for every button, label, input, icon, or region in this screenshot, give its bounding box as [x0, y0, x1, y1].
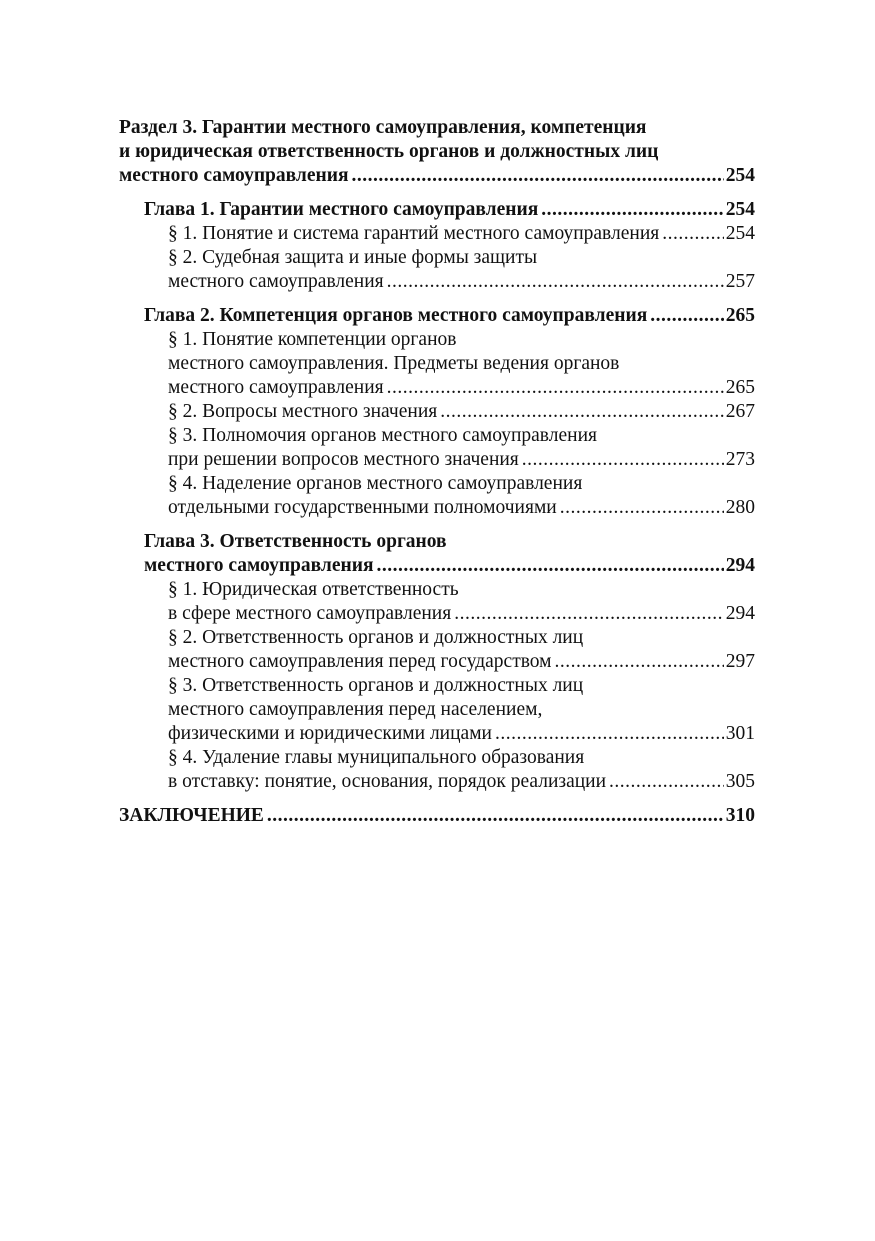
toc-line — [119, 770, 755, 794]
toc-entry-chapter-2-para-3[interactable] — [119, 424, 755, 472]
toc-line — [119, 722, 755, 746]
toc-page-number: 267 — [725, 401, 755, 422]
dot-leader — [541, 198, 723, 222]
toc-entry-text: местного самоуправления перед населением, — [168, 699, 543, 720]
dot-leader — [454, 602, 724, 626]
toc-line — [119, 746, 755, 770]
toc-entry-text: местного самоуправления перед государством — [168, 651, 552, 672]
toc-entry-chapter-2-para-1[interactable] — [119, 328, 755, 400]
dot-leader — [560, 496, 724, 520]
dot-leader — [387, 270, 724, 294]
toc-page-number: 280 — [725, 497, 755, 518]
toc-page-number: 294 — [725, 603, 755, 624]
table-of-contents — [119, 116, 755, 828]
toc-entry-chapter-3-para-4[interactable] — [119, 746, 755, 794]
dot-leader — [522, 448, 724, 472]
toc-entry-chapter-1-para-1[interactable] — [119, 222, 755, 246]
toc-entry-chapter-2[interactable] — [119, 304, 755, 328]
toc-line — [119, 352, 755, 376]
toc-entry-chapter-2-para-2[interactable] — [119, 400, 755, 424]
toc-entry-text: местного самоуправления — [168, 271, 384, 292]
toc-entry-text: § 1. Понятие компетенции органов — [168, 329, 457, 350]
toc-entry-text: § 4. Наделение органов местного самоуправления — [168, 473, 583, 494]
toc-entry-text: при решении вопросов местного значения — [168, 449, 519, 470]
dot-leader — [440, 400, 724, 424]
toc-page-number: 297 — [725, 651, 755, 672]
toc-entry-text: § 2. Вопросы местного значения — [168, 401, 438, 422]
toc-entry-text: § 1. Юридическая ответственность — [168, 579, 459, 600]
toc-entry-text: § 3. Полномочия органов местного самоуправления — [168, 425, 597, 446]
toc-entry-text: § 4. Удаление главы муниципального образования — [168, 747, 585, 768]
toc-line — [119, 448, 755, 472]
toc-page-number: 305 — [725, 771, 755, 792]
toc-line — [119, 674, 755, 698]
toc-entry-text: § 1. Понятие и система гарантий местного самоуправления — [168, 223, 660, 244]
toc-entry-text: отдельными государственными полномочиями — [168, 497, 557, 518]
toc-line — [119, 400, 755, 424]
toc-entry-text: физическими и юридическими лицами — [168, 723, 492, 744]
toc-entry-text: ЗАКЛЮЧЕНИЕ — [119, 805, 264, 826]
toc-line — [119, 626, 755, 650]
toc-entry-text: и юридическая ответственность органов и должностных лиц — [119, 141, 659, 162]
toc-page-number: 301 — [725, 723, 755, 744]
toc-entry-text: § 2. Судебная защита и иные формы защиты — [168, 247, 538, 268]
toc-line — [119, 650, 755, 674]
toc-line — [119, 578, 755, 602]
toc-entry-text: местного самоуправления. Предметы ведения органов — [168, 353, 620, 374]
dot-leader — [387, 376, 724, 400]
toc-line — [119, 328, 755, 352]
toc-line — [119, 530, 755, 554]
toc-entry-chapter-3[interactable] — [119, 530, 755, 578]
toc-page-number: 294 — [725, 555, 755, 576]
toc-entry-chapter-3-para-2[interactable] — [119, 626, 755, 674]
toc-line — [119, 804, 755, 828]
toc-entry-text: Глава 2. Компетенция органов местного самоуправления — [144, 305, 648, 326]
dot-leader — [495, 722, 724, 746]
toc-entry-text: Глава 3. Ответственность органов — [144, 531, 447, 552]
toc-entry-conclusion[interactable] — [119, 804, 755, 828]
dot-leader — [662, 222, 724, 246]
toc-entry-section-3[interactable] — [119, 116, 755, 188]
toc-entry-text: § 2. Ответственность органов и должностных лиц — [168, 627, 584, 648]
dot-leader — [267, 804, 724, 828]
dot-leader — [650, 304, 723, 328]
toc-page-number: 265 — [725, 377, 755, 398]
toc-line — [119, 304, 755, 328]
toc-line — [119, 246, 755, 270]
toc-line — [119, 602, 755, 626]
toc-line — [119, 554, 755, 578]
toc-page-number: 310 — [725, 805, 755, 826]
toc-line — [119, 376, 755, 400]
toc-entry-text: Раздел 3. Гарантии местного самоуправления, компетенция — [119, 117, 647, 138]
toc-entry-text: в отставку: понятие, основания, порядок реализации — [168, 771, 607, 792]
toc-entry-chapter-2-para-4[interactable] — [119, 472, 755, 520]
toc-page-number: 254 — [725, 199, 755, 220]
toc-page-number: 254 — [725, 165, 755, 186]
toc-line — [119, 222, 755, 246]
toc-page-number: 257 — [725, 271, 755, 292]
toc-line — [119, 472, 755, 496]
toc-line — [119, 116, 755, 140]
toc-line — [119, 198, 755, 222]
toc-entry-chapter-3-para-3[interactable] — [119, 674, 755, 746]
toc-entry-text: местного самоуправления — [144, 555, 374, 576]
toc-page-number: 265 — [725, 305, 755, 326]
toc-line — [119, 496, 755, 520]
dot-leader — [609, 770, 724, 794]
toc-entry-text: местного самоуправления — [119, 165, 349, 186]
toc-entry-text: местного самоуправления — [168, 377, 384, 398]
dot-leader — [377, 554, 724, 578]
toc-line — [119, 698, 755, 722]
toc-entry-chapter-1-para-2[interactable] — [119, 246, 755, 294]
toc-line — [119, 270, 755, 294]
toc-line — [119, 424, 755, 448]
dot-leader — [352, 164, 724, 188]
toc-entry-text: § 3. Ответственность органов и должностных лиц — [168, 675, 584, 696]
toc-line — [119, 164, 755, 188]
toc-page-number: 254 — [725, 223, 755, 244]
toc-entry-chapter-1[interactable] — [119, 198, 755, 222]
toc-entry-text: в сфере местного самоуправления — [168, 603, 452, 624]
toc-line — [119, 140, 755, 164]
toc-entry-chapter-3-para-1[interactable] — [119, 578, 755, 626]
toc-entry-text: Глава 1. Гарантии местного самоуправления — [144, 199, 539, 220]
dot-leader — [555, 650, 724, 674]
toc-page-number: 273 — [725, 449, 755, 470]
